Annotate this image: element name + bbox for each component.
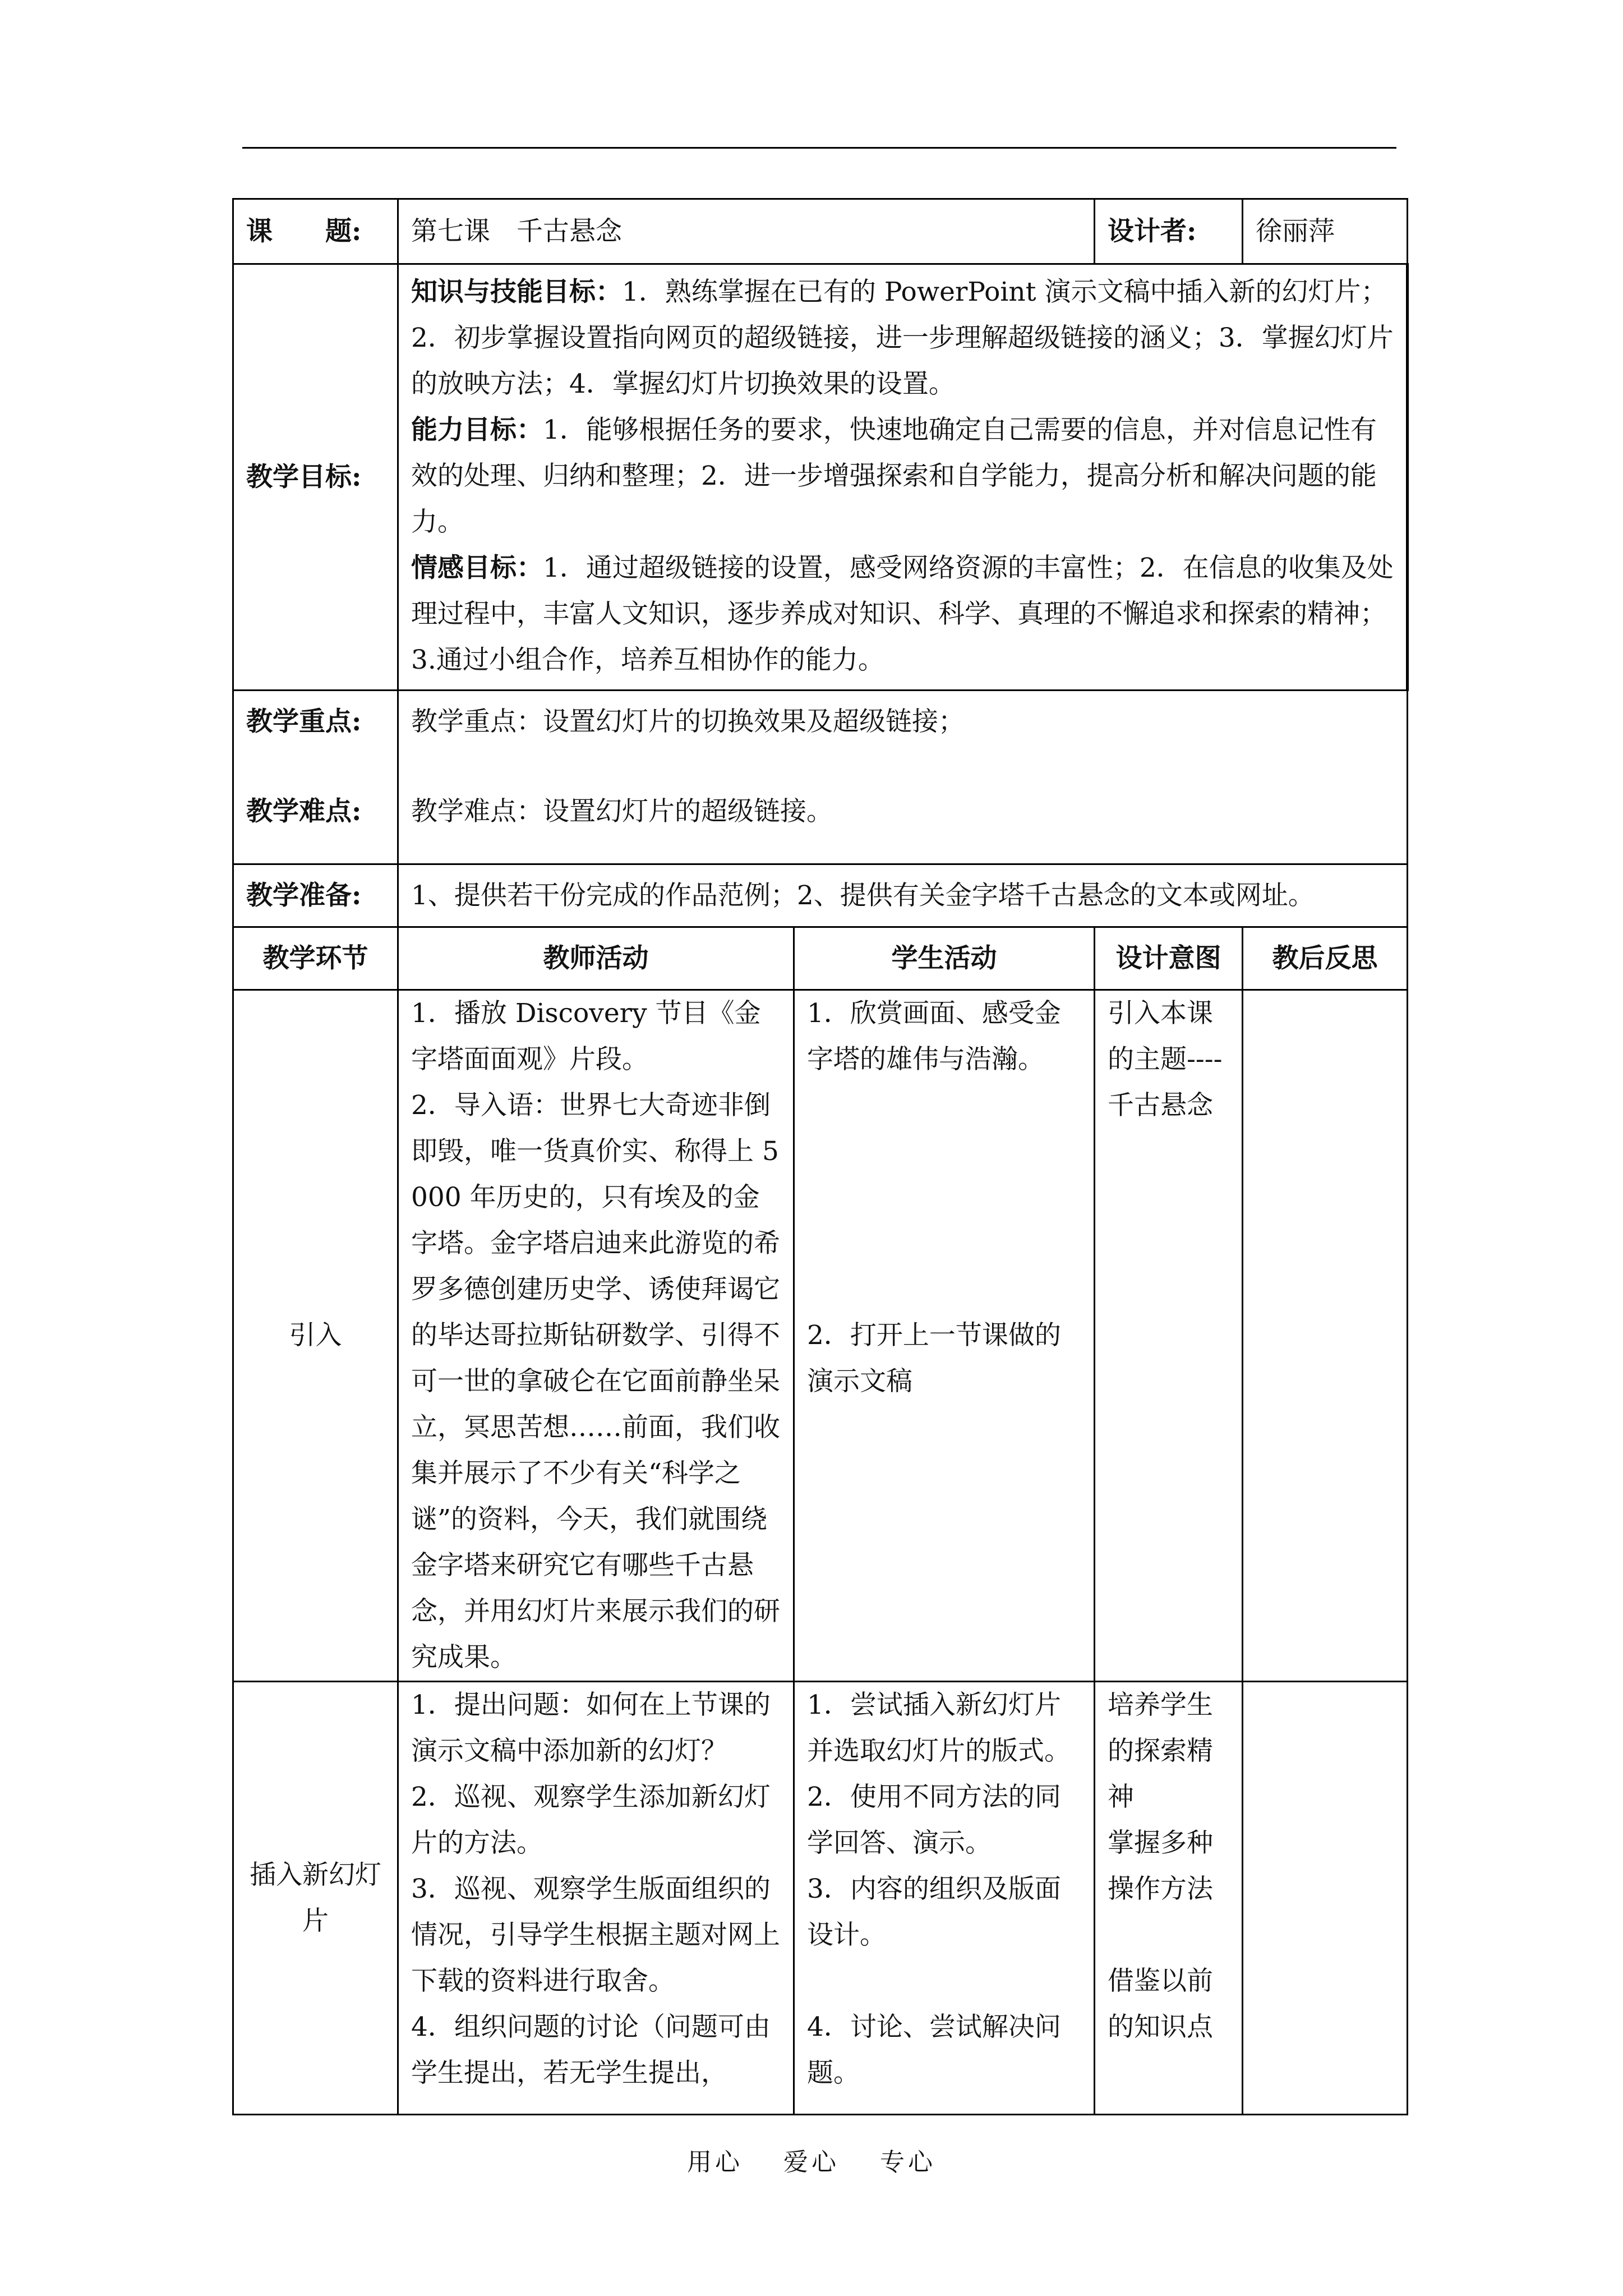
teacher-step: 2．导入语：世界七大奇迹非倒即毁，唯一货真价实、称得上 5000 年历史的，只有埃及的金字塔。金字塔启迪来此游览的希罗多德创建历史学、诱使拜谒它的毕达哥拉斯钻研数学、引得不可一世的拿破仑在它面前静坐呆立，冥思苦想……前面，我们收集并展示了不少有关“科学之谜”的资料，今天，我们就围绕金字塔来研究它有哪些千古悬念，并用幻灯片来展示我们的研究成果。 bbox=[411, 1090, 780, 1673]
stage-cell: 引入 bbox=[233, 990, 398, 1682]
stage-cell: 插入新幻灯片 bbox=[233, 1682, 398, 2115]
column-header-reflection: 教后反思 bbox=[1243, 927, 1408, 990]
topic-value: 第七课 千古悬念 bbox=[398, 199, 1095, 264]
topic-row bbox=[233, 199, 1408, 264]
student-step: 3．内容的组织及版面设计。 bbox=[807, 1874, 1061, 1950]
student-activity-cell bbox=[794, 1682, 1095, 2115]
column-header-intent: 设计意图 bbox=[1095, 927, 1243, 990]
teacher-step: 3．巡视、观察学生版面组织的情况，引导学生根据主题对网上下载的资料进行取舍。 bbox=[411, 1874, 780, 1996]
ability-goal-text: 1．能够根据任务的要求，快速地确定自己需要的信息，并对信息记性有效的处理、归纳和整理；2．进一步增强探索和自学能力，提高分析和解决问题的能力。 bbox=[411, 415, 1377, 537]
key-points-values bbox=[398, 691, 1408, 864]
column-header-teacher: 教师活动 bbox=[398, 927, 794, 990]
preparation-row bbox=[233, 864, 1408, 927]
activity-header-row bbox=[233, 927, 1408, 990]
emotion-goal bbox=[411, 545, 1394, 683]
preparation-value: 1、提供若干份完成的作品范例；2、提供有关金字塔千古悬念的文本或网址。 bbox=[398, 864, 1408, 927]
goals-content bbox=[398, 264, 1408, 691]
table-row bbox=[233, 990, 1408, 1682]
footer-word: 爱心 bbox=[783, 2148, 840, 2177]
designer-value: 徐丽萍 bbox=[1243, 199, 1408, 264]
teacher-step: 1．提出问题：如何在上节课的演示文稿中添加新的幻灯？ bbox=[411, 1690, 771, 1766]
teacher-activity-cell bbox=[398, 1682, 794, 2115]
teacher-step: 4．组织问题的讨论（问题可由学生提出，若无学生提出， bbox=[411, 2012, 771, 2088]
student-step: 4．讨论、尝试解决问题。 bbox=[807, 2012, 1061, 2088]
student-activity-cell bbox=[794, 990, 1095, 1682]
design-intent-item: 培养学生的探索精神 bbox=[1108, 1690, 1213, 1812]
design-intent-item: 掌握多种操作方法 bbox=[1108, 1828, 1213, 1904]
focus-value: 教学重点：设置幻灯片的切换效果及超级链接； bbox=[411, 706, 965, 737]
column-header-student: 学生活动 bbox=[794, 927, 1095, 990]
key-points-labels bbox=[233, 691, 398, 864]
page-footer bbox=[0, 2142, 1623, 2178]
reflection-cell bbox=[1243, 990, 1408, 1682]
column-header-stage: 教学环节 bbox=[233, 927, 398, 990]
key-points-row bbox=[233, 691, 1408, 864]
emotion-goal-text: 1．通过超级链接的设置，感受网络资源的丰富性；2．在信息的收集及处理过程中，丰富人文知识，逐步养成对知识、科学、真理的不懈追求和探索的精神；3.通过小组合作，培养互相协作的能力。 bbox=[411, 553, 1394, 675]
focus-label: 教学重点: bbox=[246, 706, 362, 737]
footer-word: 专心 bbox=[880, 2148, 936, 2177]
design-intent-cell bbox=[1095, 1682, 1243, 2115]
design-intent-cell: 引入本课的主题---- 千古悬念 bbox=[1095, 990, 1243, 1682]
teacher-step: 1．播放 Discovery 节目《金字塔面面观》片段。 bbox=[411, 998, 761, 1075]
ability-goal-title: 能力目标： bbox=[411, 415, 543, 445]
lesson-plan-table bbox=[232, 198, 1409, 2115]
goals-row bbox=[233, 264, 1408, 691]
goals-label: 教学目标: bbox=[233, 264, 398, 691]
student-step: 1．尝试插入新幻灯片并选取幻灯片的版式。 bbox=[807, 1690, 1071, 1766]
table-row bbox=[233, 1682, 1408, 2115]
student-step: 2．使用不同方法的同学回答、演示。 bbox=[807, 1782, 1061, 1858]
topic-label: 课 题: bbox=[233, 199, 398, 264]
knowledge-goal-title: 知识与技能目标： bbox=[411, 277, 622, 307]
knowledge-goal bbox=[411, 269, 1394, 407]
difficulty-label: 教学难点: bbox=[246, 796, 362, 827]
footer-word: 用心 bbox=[687, 2148, 743, 2177]
emotion-goal-title: 情感目标： bbox=[411, 553, 543, 583]
teacher-step: 2．巡视、观察学生添加新幻灯片的方法。 bbox=[411, 1782, 771, 1858]
header-rule bbox=[242, 147, 1396, 149]
difficulty-value: 教学难点：设置幻灯片的超级链接。 bbox=[411, 796, 833, 827]
knowledge-goal-text: 1．熟练掌握在已有的 PowerPoint 演示文稿中插入新的幻灯片；2．初步掌握设置指向网页的超级链接，进一步理解超级链接的涵义；3．掌握幻灯片的放映方法；4．掌握幻灯片切换效果的设置。 bbox=[411, 277, 1394, 399]
design-intent-item: 借鉴以前的知识点 bbox=[1108, 1966, 1213, 2042]
preparation-label: 教学准备: bbox=[233, 864, 398, 927]
ability-goal bbox=[411, 407, 1394, 545]
teacher-activity-cell bbox=[398, 990, 794, 1682]
reflection-cell bbox=[1243, 1682, 1408, 2115]
student-step: 1．欣赏画面、感受金字塔的雄伟与浩瀚。 bbox=[807, 998, 1061, 1075]
designer-label: 设计者: bbox=[1095, 199, 1243, 264]
student-step: 2．打开上一节课做的演示文稿 bbox=[807, 1320, 1061, 1397]
